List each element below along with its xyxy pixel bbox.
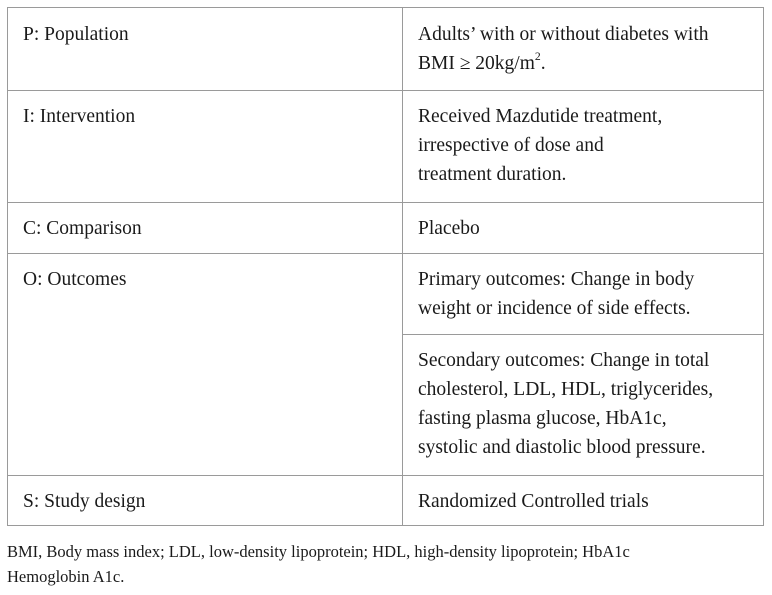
comparison-value: Placebo xyxy=(418,218,480,239)
intervention-label: I: Intervention xyxy=(23,106,136,127)
table-row-study-design xyxy=(8,476,764,526)
primary-outcomes-cell xyxy=(403,254,764,335)
population-value-line-2 xyxy=(418,49,755,78)
comparison-label: C: Comparison xyxy=(23,218,142,239)
secondary-outcomes-cell xyxy=(403,335,764,476)
table-row-population xyxy=(8,8,764,91)
secondary-outcomes-line-3: fasting plasma glucose, HbA1c, xyxy=(418,408,667,429)
table-row-intervention xyxy=(8,91,764,203)
intervention-value-cell xyxy=(403,91,764,203)
outcomes-label: O: Outcomes xyxy=(23,269,127,290)
intervention-label-cell xyxy=(8,91,403,203)
comparison-value-cell xyxy=(403,203,764,254)
primary-outcomes-line-1: Primary outcomes: Change in body xyxy=(418,269,695,290)
intervention-value-line-2: irrespective of dose and xyxy=(418,135,604,156)
table-row-outcomes-primary xyxy=(8,254,764,335)
secondary-outcomes-line-1: Secondary outcomes: Change in total xyxy=(418,350,710,371)
footnote-line-1: BMI, Body mass index; LDL, low-density lipoprotein; HDL, high-density lipoprotein; HbA1c xyxy=(7,542,630,561)
study-design-label: S: Study design xyxy=(23,491,146,512)
bmi-criterion-text: BMI ≥ 20kg/m xyxy=(418,53,535,74)
bmi-criterion-period: . xyxy=(540,53,546,74)
secondary-outcomes-line-2: cholesterol, LDL, HDL, triglycerides, xyxy=(418,379,714,400)
bmi-unit-exponent: 2 xyxy=(534,50,541,64)
population-value-cell xyxy=(403,8,764,91)
pico-criteria-table xyxy=(7,7,764,526)
table-footnote xyxy=(7,539,764,589)
intervention-value-line-3: treatment duration. xyxy=(418,164,567,185)
intervention-value-line-1: Received Mazdutide treatment, xyxy=(418,106,663,127)
footnote-line-2: Hemoglobin A1c. xyxy=(7,567,125,586)
secondary-outcomes-line-4: systolic and diastolic blood pressure. xyxy=(418,437,706,458)
study-design-value: Randomized Controlled trials xyxy=(418,491,649,512)
population-label-cell xyxy=(8,8,403,91)
study-design-label-cell xyxy=(8,476,403,526)
study-design-value-cell xyxy=(403,476,764,526)
population-value-line-1: Adults’ with or without diabetes with xyxy=(418,24,709,45)
outcomes-label-cell xyxy=(8,254,403,476)
primary-outcomes-line-2: weight or incidence of side effects. xyxy=(418,298,691,319)
comparison-label-cell xyxy=(8,203,403,254)
table-row-comparison xyxy=(8,203,764,254)
population-label: P: Population xyxy=(23,24,129,45)
